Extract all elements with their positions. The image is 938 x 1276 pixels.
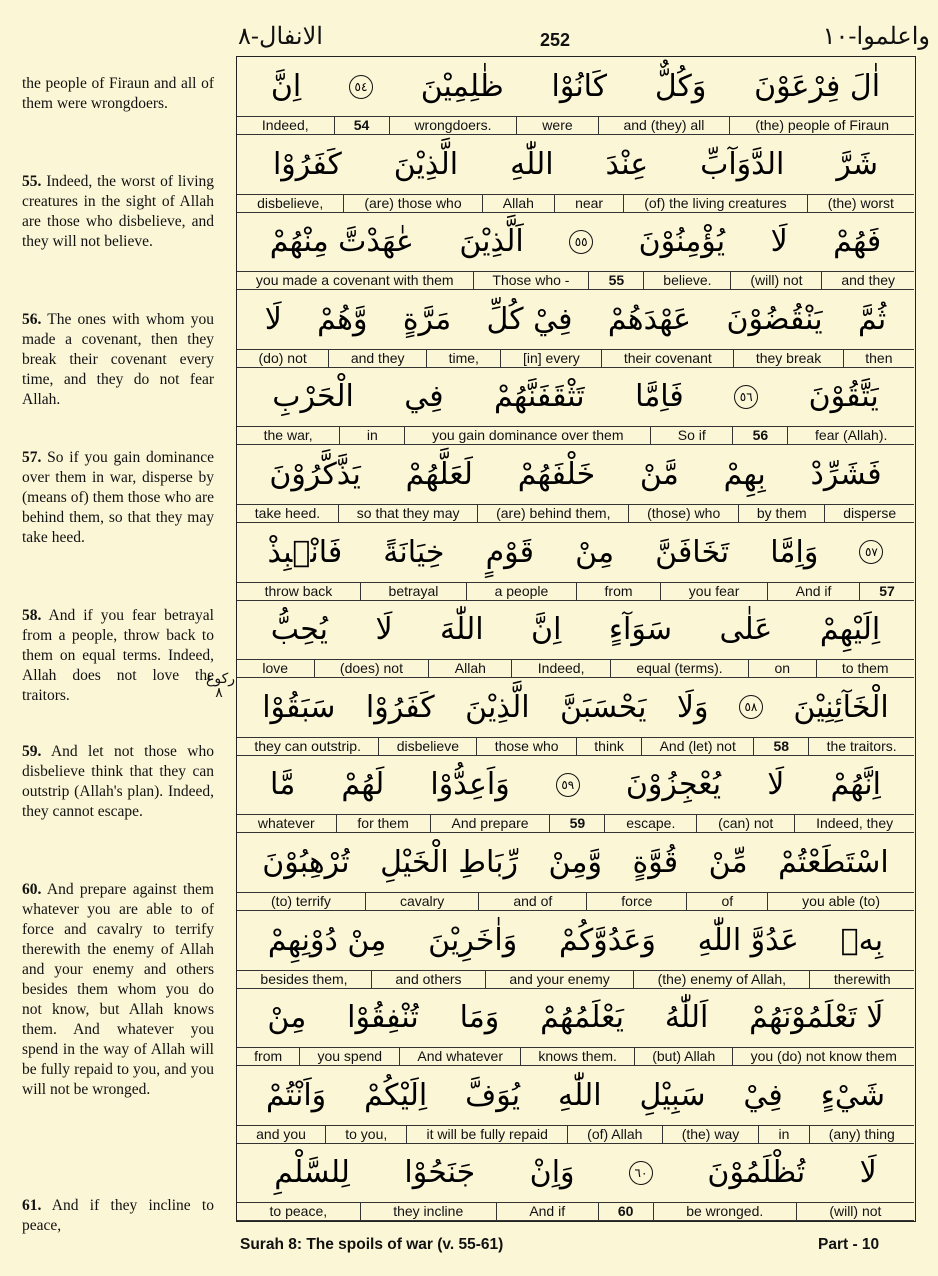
verse-row [237,290,914,368]
arabic-word: اَللّٰهُ [664,1000,709,1036]
gloss-cell: cavalry [365,893,478,910]
gloss-cell: were [516,117,597,134]
arabic-word: وَاٰخَرِيْنَ [428,922,518,958]
arabic-word: مِّنْ [708,845,748,880]
arabic-line [237,445,914,504]
gloss-line [237,1047,914,1066]
arabic-word: يُحِبُّ [270,612,328,648]
gloss-cell: escape. [604,815,696,832]
gloss-verse-number: 58 [753,738,808,755]
gloss-cell: you made a covenant with them [255,272,454,289]
arabic-word: يُؤْمِنُوْنَ [638,224,726,260]
gloss-line [237,892,914,911]
arabic-line [237,290,914,349]
arabic-word: سَوَآءٍ [608,612,672,648]
arabic-word: عٰهَدْتَّ مِنْهُمْ [269,224,414,260]
gloss-cell: (do) not [258,349,307,366]
gloss-cell: disbelieve [378,738,476,755]
arabic-word: اسْتَطَعْتُمْ [778,845,889,880]
gloss-line [237,659,914,678]
gloss-cell: near [554,195,623,212]
gloss-cell: And prepare [430,815,550,832]
arabic-word: الْخَآئِنِيْنَ [793,689,889,725]
gloss-cell: force [586,893,686,910]
translation-paragraph: 59. And let not those who disbelieve think that they can outstrip (Allah's plan). Indeed, they cannot escape. [22,743,214,820]
verse-row [237,367,914,445]
gloss-cell: and they [821,272,914,289]
gloss-cell: their covenant [601,350,733,367]
arabic-word: لَهُمْ [341,767,385,803]
gloss-line [237,970,914,989]
translation-paragraph: the people of Firaun and all of them were wrongdoers. [22,75,214,112]
arabic-word: وَاِمَّا [770,534,819,570]
gloss-cell: a people [466,583,576,600]
arabic-line [237,367,914,426]
verse-number-marker: ٥٨ [739,695,763,719]
arabic-word: رِّبَاطِ الْخَيْلِ [380,845,518,880]
gloss-cell: of [686,893,767,910]
gloss-cell: and others [371,971,485,988]
arabic-word: تُظْلَمُوْنَ [707,1155,806,1191]
gloss-cell: be wronged. [653,1203,796,1220]
arabic-word: لَا [264,301,282,337]
gloss-cell: then [843,350,914,367]
verse-number-marker: ٥٧ [859,540,883,564]
arabic-word: كَفَرُوْا [272,146,342,182]
arabic-word: يَتَّقُوْنَ [808,379,879,415]
arabic-word: وَاَنْتُمْ [265,1077,327,1113]
verse-row [237,988,914,1066]
verse-row [237,833,914,911]
gloss-cell: to them [816,660,915,677]
arabic-word: يَنْقُضُوْنَ [726,301,823,337]
gloss-line [237,426,914,445]
arabic-word: تَثْقَفَنَّهُمْ [494,379,585,415]
arabic-word: يَحْسَبَنَّ [560,689,647,725]
gloss-cell: knows them. [520,1048,634,1065]
gloss-cell: and (they) all [598,117,730,134]
arabic-word: مَّا [270,767,296,803]
gloss-cell: Indeed, [511,660,610,677]
ruku-mark: ركوع ٨ [206,671,236,701]
arabic-word: قُوَّةٍ [632,845,679,880]
gloss-verse-number: 60 [598,1203,653,1220]
gloss-verse-number: 59 [549,815,604,832]
arabic-word: اللّٰهِ [558,1077,602,1113]
arabic-line [237,755,914,814]
gloss-cell: (of) the living creatures [623,195,807,212]
gloss-cell: And if [767,583,859,600]
gloss-cell: they break [733,350,842,367]
verse-row [237,57,914,135]
gloss-cell: from [576,583,660,600]
gloss-cell: it will be fully repaid [406,1126,567,1143]
arabic-word: وَمَا [459,1000,500,1036]
gloss-cell: (the) way [662,1126,759,1143]
footer-part: Part - 10 [818,1236,880,1253]
gloss-cell: wrongdoers. [389,117,517,134]
gloss-cell: in [339,427,404,444]
arabic-word: يَذَّكَّرُوْنَ [269,457,361,492]
arabic-word: وَكُلٌّ [654,69,707,104]
translation-paragraph: 57. So if you gain dominance over them in war, disperse by (means of) them those who are behind them, so that they may take heed. [22,449,215,546]
gloss-cell: therewith [809,971,914,988]
arabic-word: فِي [404,379,444,415]
gloss-cell: So if [650,427,732,444]
arabic-word: مِنْ دُوْنِهِمْ [267,922,387,958]
verse-row [237,445,914,523]
gloss-line [237,737,914,756]
arabic-word: لَا [770,224,788,260]
gloss-cell: by them [738,505,824,522]
gloss-cell: in [758,1126,808,1143]
verse-number-marker: ٥٦ [734,385,758,409]
arabic-word: فَشَرِّدْ [810,457,882,492]
verse-row [237,600,914,678]
gloss-cell: (will) not [730,272,821,289]
arabic-word: يُعْجِزُوْنَ [625,767,722,803]
arabic-word: مِنْ [575,534,615,570]
verse-row [237,1066,914,1144]
arabic-word: لَا تَعْلَمُوْنَهُمْ [749,1000,884,1036]
gloss-cell: And if [496,1203,598,1220]
arabic-line [237,212,914,271]
arabic-word: وَلَا [676,689,709,725]
gloss-cell: besides them, [260,970,348,987]
arabic-line [237,911,914,970]
gloss-cell: And (let) not [641,738,753,755]
gloss-line [237,271,914,290]
gloss-cell: to peace, [269,1203,328,1220]
arabic-word: كَانُوْا [551,69,608,104]
gloss-cell: (the) people of Firaun [729,117,914,134]
gloss-cell: betrayal [360,583,466,600]
arabic-word: خِيَانَةً [383,534,445,570]
arabic-word: بِهٖ [840,922,884,958]
arabic-word: الدَّوَآبِّ [700,146,785,182]
arabic-word: قَوْمٍ [485,534,534,570]
gloss-cell: (to) terrify [271,893,331,909]
gloss-cell: (any) thing [809,1126,914,1143]
gloss-line [237,1125,914,1144]
arabic-word: يَعْلَمُهُمْ [540,1000,624,1036]
arabic-word: اِلَيْهِمْ [819,612,881,648]
arabic-word: كَفَرُوْا [365,689,435,725]
translation-paragraph: 56. The ones with whom you made a covenant, then they break their covenant every time, and they do not fear Allah. [22,311,214,408]
gloss-line [237,116,914,135]
gloss-cell: on [748,660,815,677]
gloss-verse-number: 54 [334,117,389,134]
gloss-cell: whatever [257,815,315,832]
gloss-line [237,349,914,368]
gloss-cell: take heed. [254,505,321,521]
gloss-cell: to you, [325,1126,406,1143]
arabic-word: مِنْ [267,1000,307,1036]
gloss-cell: (are) those who [343,195,481,212]
arabic-word: لَا [767,767,785,803]
gloss-cell: (can) not [696,815,794,832]
arabic-word: وَاَعِدُّوْا [430,767,510,803]
gloss-cell: love [262,660,289,677]
word-by-word-grid [236,56,916,1222]
arabic-line [237,678,914,737]
arabic-word: فِيْ [743,1077,783,1113]
arabic-line [237,988,914,1047]
gloss-cell: (will) not [796,1203,914,1220]
gloss-cell: (the) worst [807,195,914,212]
arabic-word: تُرْهِبُوْنَ [262,845,350,880]
gloss-cell: you fear [660,583,767,600]
arabic-word: اِنَّهُمْ [830,767,881,803]
arabic-word: عَلٰى [719,612,773,648]
gloss-cell: they incline [360,1203,496,1220]
gloss-cell: so that they may [338,505,477,522]
arabic-word: مَّنْ [639,457,679,492]
arabic-word: لِلسَّلْمِ [274,1155,350,1191]
arabic-word: لَا [375,612,393,648]
arabic-word: فَانْۢبِذْ [267,534,343,570]
footer-surah-title: Surah 8: The spoils of war (v. 55-61) [240,1236,504,1253]
header-part-name: واعلموا-١٠ [822,22,930,50]
gloss-cell: from [254,1048,283,1065]
arabic-word: يُوَفَّ [465,1077,521,1113]
arabic-word: جَنَحُوْا [404,1155,476,1191]
arabic-word: فِيْ كُلِّ [486,301,573,337]
gloss-line [237,814,914,833]
arabic-word: وَّهُمْ [317,301,368,337]
gloss-cell: the war, [263,427,313,444]
gloss-cell: (the) enemy of Allah, [633,971,809,988]
gloss-cell: (does) not [314,660,429,677]
gloss-cell: those who [476,738,576,755]
gloss-cell: And whatever [399,1048,520,1065]
arabic-word: عَهْدَهُمْ [607,301,692,337]
gloss-cell: (those) who [628,505,738,522]
arabic-line [237,523,914,582]
gloss-line [237,582,914,601]
arabic-word: شَيْءٍ [820,1077,885,1113]
gloss-cell: Indeed, they [794,815,914,832]
gloss-cell: you able (to) [767,893,914,910]
gloss-cell: throw back [264,582,333,599]
arabic-word: الَّذِيْنَ [465,689,530,725]
arabic-line [237,135,914,194]
gloss-cell: disperse [824,505,914,522]
verse-number-marker: ٥٤ [349,75,373,99]
arabic-word: شَرَّ [836,146,879,182]
arabic-word: اِنَّ [531,612,562,648]
gloss-cell: disbelieve, [257,194,324,211]
gloss-cell: think [576,738,641,755]
verse-row [237,911,914,989]
translation-paragraph: 58. And if you fear betrayal from a people, throw back to them on equal terms. Indeed, Allah does not love the traitors. [22,607,214,704]
arabic-word: ثُمَّ [857,301,887,337]
arabic-word: اللّٰهِ [510,146,554,182]
gloss-cell: (are) behind them, [477,505,628,522]
arabic-word: عِنْدَ [605,146,649,182]
gloss-verse-number: 56 [732,427,787,444]
arabic-line [237,833,914,892]
verse-number-marker: ٦٠ [629,1161,653,1185]
arabic-word: خَلْفَهُمْ [517,457,596,492]
arabic-word: مَرَّةٍ [402,301,452,337]
arabic-word: وَعَدُوَّكُمْ [559,922,656,958]
gloss-cell: they can outstrip. [254,737,361,754]
verse-number-marker: ٥٩ [556,773,580,797]
arabic-word: فَاِمَّا [635,379,684,415]
arabic-word: اللّٰهَ [440,612,484,648]
arabic-word: فَهُمْ [833,224,882,260]
arabic-word: تَخَافَنَّ [655,534,730,570]
gloss-cell: you spend [299,1048,399,1065]
arabic-word: وَاِنْ [529,1155,575,1191]
arabic-word: اِنَّ [270,69,302,104]
gloss-line [237,504,914,523]
arabic-word: لَعَلَّهُمْ [405,457,473,492]
gloss-cell: Indeed, [261,117,309,133]
arabic-word: سَبَقُوْا [262,689,336,725]
arabic-line [237,1143,914,1202]
gloss-cell: Those who - [473,272,589,289]
gloss-cell: and of [478,893,586,910]
gloss-cell: and they [328,350,426,367]
verse-number-marker: ٥٥ [569,230,593,254]
gloss-cell: Allah [428,660,511,677]
page-number: 252 [540,30,571,50]
gloss-cell: and you [256,1125,306,1142]
verse-row [237,523,914,601]
gloss-verse-number: 57 [859,583,914,600]
gloss-cell: (but) Allah [634,1048,732,1065]
gloss-cell: the traitors. [808,738,914,755]
gloss-cell: Allah [482,195,554,212]
arabic-word: تُنْفِقُوْا [347,1000,419,1036]
gloss-line [237,1202,914,1221]
header-surah-name: الانفال-٨ [238,22,323,50]
arabic-line [237,1066,914,1125]
arabic-word: الْحَرْبِ [272,379,354,415]
arabic-word: اِلَيْكُمْ [364,1077,428,1113]
gloss-cell: equal (terms). [610,660,748,677]
translation-paragraph: 60. And prepare against them whatever you are able to of force and cavalry to terrify therewith the enemy of Allah and your enemy and others besides them whom you do not know, but Allah knows them. And whatever you spend in the way of Allah will be fully repaid to you, and you will not be wronged. [22,881,214,1098]
verse-row [237,1143,914,1221]
arabic-word: بِهِمْ [723,457,766,492]
gloss-verse-number: 55 [588,272,643,289]
verse-row [237,678,914,756]
arabic-line [237,57,914,116]
verse-row [237,755,914,833]
translation-paragraph: 55. Indeed, the worst of living creatures in the sight of Allah are those who disbelieve, and they will not believe. [22,173,214,250]
gloss-cell: fear (Allah). [787,427,914,444]
arabic-word: لَا [859,1155,877,1191]
gloss-cell: (of) Allah [567,1126,662,1143]
gloss-cell: you gain dominance over them [404,427,650,444]
gloss-cell: time, [426,350,500,367]
verse-row [237,135,914,213]
gloss-cell: for them [336,815,430,832]
arabic-word: الَّذِيْنَ [393,146,459,182]
arabic-word: ظٰلِمِيْنَ [420,69,504,104]
gloss-line [237,194,914,213]
gloss-cell: and your enemy [485,971,633,988]
gloss-cell: believe. [643,272,730,289]
verse-row [237,212,914,290]
arabic-word: عَدُوَّ اللّٰهِ [697,922,799,958]
arabic-word: اَلَّذِيْنَ [459,224,524,260]
translation-paragraph: 61. And if they incline to peace, [22,1197,214,1234]
arabic-word: وَّمِنْ [548,845,602,880]
gloss-cell: you (do) not know them [732,1048,914,1065]
arabic-word: اٰلَ فِرْعَوْنَ [754,69,881,104]
arabic-line [237,600,914,659]
arabic-word: سَبِيْلِ [639,1077,706,1113]
gloss-cell: [in] every [500,350,601,367]
